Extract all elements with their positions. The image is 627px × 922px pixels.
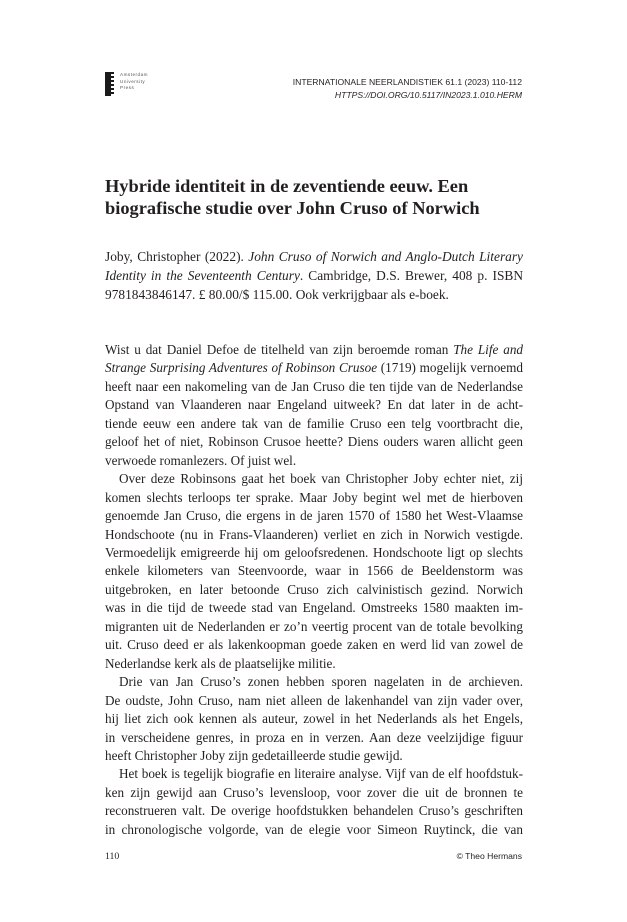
copyright-notice: © Theo Hermans — [456, 851, 522, 861]
body-line — [105, 526, 523, 544]
body-line — [105, 692, 523, 710]
body-line — [105, 710, 523, 728]
body-text-run: heeft Christopher Joby zijn gedetailleerde studie gewijd. — [105, 747, 403, 763]
citation-publisher: . Cambridge, D.S. Brewer, 408 p. ISBN — [299, 268, 523, 284]
body-text-run: Over deze Robinsons gaat het boek van Christopher Joby echter niet, zij — [119, 471, 523, 487]
aup-logo-icon — [105, 72, 112, 96]
body-line — [105, 415, 523, 433]
body-line — [105, 433, 523, 451]
body-text-run: was in die tijd de tweede stad van Engeland. Omstreeks 1580 maakten im- — [105, 600, 523, 616]
body-paragraph — [105, 470, 523, 673]
body-text-run: komen slechts terloops ter sprake. Maar Joby begint wel met de hierboven — [105, 489, 523, 505]
body-text-run: genoemde Jan Cruso, die ergens in de jaren 1570 of 1580 het West-Vlaamse — [105, 508, 523, 524]
body-text-run: Hondschoote (nu in Frans-Vlaanderen) verliet en zich in Norwich vestigde. — [105, 526, 523, 542]
body-text-run: hij liet zich ook kennen als auteur, zowel in het Nederlands als het Engels, — [105, 711, 523, 727]
body-line — [105, 618, 523, 636]
body-line — [105, 489, 523, 507]
body-text-run: in chronologische volgorde, van de elegie voor Simeon Ruytinck, die van — [105, 821, 523, 837]
body-text-run: uitgebroken, en later betoonde Cruso zich calvinistisch gezind. Norwich — [105, 581, 523, 597]
body-line — [105, 765, 523, 783]
body-text-run: De oudste, John Cruso, nam niet alleen de lakenhandel van zijn vader over, — [105, 692, 523, 708]
italic-title: The Life and — [453, 342, 524, 357]
body-text-run: Wist u dat Daniel Defoe de titelheld van zijn beroemde roman — [105, 342, 454, 357]
body-text-run: migranten uit de Nederlanden er zo’n veertig procent van de totale bevolking — [105, 618, 523, 634]
body-text-run: verwoede romanlezers. Of juist wel. — [105, 452, 297, 468]
body-line — [105, 470, 523, 488]
body-text-run: reconstrueren valt. De overige hoofdstukken behandelen Cruso’s geschriften — [105, 803, 523, 819]
citation-line — [105, 266, 523, 285]
body-line — [105, 747, 523, 765]
body-line — [105, 784, 523, 802]
publisher-name-line: University — [120, 78, 146, 84]
citation-line — [105, 247, 523, 266]
body-paragraph — [105, 673, 523, 765]
body-line — [105, 544, 523, 562]
body-line — [105, 359, 523, 377]
review-title-line: Hybride identiteit in de zeventiende eeuw. Een — [105, 176, 469, 196]
publisher-name-line: Press — [120, 85, 135, 91]
journal-header — [293, 76, 522, 102]
body-text-run: geloof het of niet, Robinson Crusoe heette? Diens ouders waren allicht geen — [105, 434, 523, 450]
body-text-run: Vermoedelijk emigreerde hij om geloofsredenen. Hondschoote ligt op slechts — [105, 544, 523, 560]
review-title-line: biografische studie over John Cruso of Norwich — [105, 197, 480, 218]
publisher-name — [120, 72, 148, 92]
body-line — [105, 581, 523, 599]
body-line — [105, 396, 523, 414]
body-line — [105, 562, 523, 580]
body-text-run: enkele kilometers van Steenvoorde, waar in 1566 de Beeldenstorm was — [105, 563, 523, 579]
body-line — [105, 729, 523, 747]
book-citation — [105, 247, 523, 305]
body-paragraph — [105, 765, 523, 839]
body-text-run: Drie van Jan Cruso’s zonen hebben sporen nagelaten in de archieven. — [119, 674, 523, 690]
body-text-run: tiende eeuw een andere tak van de familie Cruso een telg voortbracht die, — [105, 415, 523, 431]
body-text-run: ken zijn gewijd aan Cruso’s levensloop, voor zover die uit de bronnen te — [105, 784, 523, 800]
body-text-run: Opstand van Vlaanderen naar Engeland uitweek? En dat later in de acht- — [105, 397, 523, 413]
body-text-run: Het boek is tegelijk biografie en literaire analyse. Vijf van de elf hoofdstuk- — [119, 766, 523, 782]
citation-book-title: John Cruso of Norwich and Anglo-Dutch Literary — [248, 249, 524, 264]
body-line — [105, 507, 523, 525]
page-number: 110 — [105, 851, 120, 862]
doi-link[interactable]: HTTPS://DOI.ORG/10.5117/IN2023.1.010.HERM — [334, 90, 522, 100]
body-line — [105, 655, 523, 673]
body-line — [105, 636, 523, 654]
citation-book-title: Identity in the Seventeenth Century — [105, 268, 300, 284]
body-line — [105, 673, 523, 691]
body-text-run: Nederlandse kerk als de plaatselijke militie. — [105, 655, 336, 671]
italic-title: Strange Surprising Adventures of Robinson Crusoe — [105, 360, 378, 376]
publisher-logo — [105, 72, 148, 96]
body-line — [105, 821, 523, 839]
body-text-run: (1719) mogelijk vernoemd — [377, 360, 523, 376]
citation-author-year: Joby, Christopher (2022). — [105, 249, 249, 264]
body-line — [105, 378, 523, 396]
body-text-run: uit. Cruso deed er als lakenkoopman goede zaken en werd lid van zowel de — [105, 637, 523, 653]
citation-line: 9781843846147. £ 80.00/$ 115.00. Ook verkrijgbaar als e-boek. — [105, 287, 449, 303]
body-text-run: in verscheidene genres, in proza en in verzen. Aan deze veelzijdige figuur — [105, 729, 523, 745]
body-line — [105, 802, 523, 820]
body-line — [105, 599, 523, 617]
body-paragraph — [105, 341, 523, 470]
body-line — [105, 341, 523, 359]
journal-citation: INTERNATIONALE NEERLANDISTIEK 61.1 (2023) 110-112 — [292, 77, 522, 87]
review-body — [105, 341, 523, 839]
review-title — [105, 176, 525, 219]
publisher-name-line: Amsterdam — [120, 72, 148, 77]
body-text-run: heeft naar een nakomeling van de Jan Cruso die ten tijde van de Nederlandse — [105, 378, 523, 394]
body-line — [105, 452, 523, 470]
